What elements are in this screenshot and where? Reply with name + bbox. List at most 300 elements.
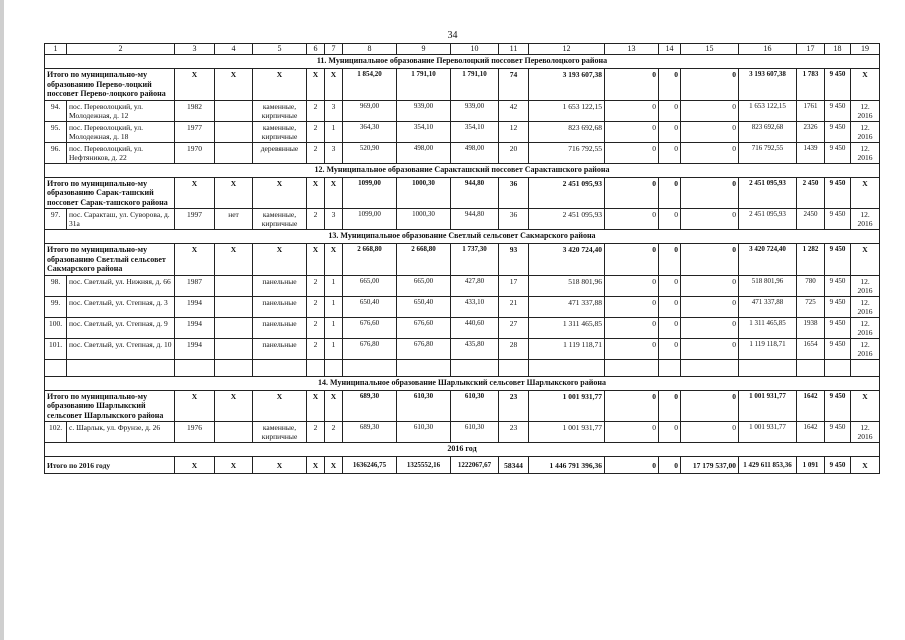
blank-cell — [825, 359, 851, 376]
building-cell: 0 — [681, 338, 739, 359]
building-cell — [215, 121, 253, 142]
column-number: 4 — [215, 44, 253, 55]
building-cell: 0 — [659, 317, 681, 338]
column-number: 1 — [45, 44, 67, 55]
total-label: Итого по муниципально-му образованию Шарлыкский сельсовет Шарлыкского района — [45, 390, 175, 422]
building-cell: 9 450 — [825, 209, 851, 230]
total-cell: 93 — [499, 244, 529, 276]
building-cell: 0 — [681, 209, 739, 230]
section-title: 14. Муниципальное образование Шарлыкский сельсовет Шарлыкского района — [45, 376, 880, 390]
total-cell: X — [253, 69, 307, 101]
building-cell: 9 450 — [825, 121, 851, 142]
building-cell: 433,10 — [451, 296, 499, 317]
building-cell: 665,00 — [343, 275, 397, 296]
row-number: 102. — [45, 422, 67, 443]
total-cell: X — [307, 390, 325, 422]
blank-cell — [343, 359, 397, 376]
building-cell: 1099,00 — [343, 209, 397, 230]
blank-cell — [253, 359, 307, 376]
total-cell: 3 420 724,40 — [739, 244, 797, 276]
blank-cell — [659, 359, 681, 376]
building-cell: 1994 — [175, 338, 215, 359]
building-cell: 12. 2016 — [851, 100, 880, 121]
total-cell: 2 451 095,93 — [529, 177, 605, 209]
section-header-row — [45, 376, 880, 390]
building-cell — [215, 296, 253, 317]
building-cell: 0 — [605, 275, 659, 296]
total-cell: X — [307, 244, 325, 276]
building-row — [45, 338, 880, 359]
total-cell: X — [325, 390, 343, 422]
total-cell: X — [215, 69, 253, 101]
building-cell: 23 — [499, 422, 529, 443]
building-cell: 689,30 — [343, 422, 397, 443]
total-cell: X — [215, 244, 253, 276]
building-cell: 676,80 — [343, 338, 397, 359]
grand-total-cell: 9 450 — [825, 457, 851, 474]
building-cell: 2 451 095,93 — [739, 209, 797, 230]
building-cell: 2450 — [797, 209, 825, 230]
building-cell — [215, 275, 253, 296]
building-cell: 1997 — [175, 209, 215, 230]
building-cell: 3 — [325, 209, 343, 230]
building-cell — [215, 422, 253, 443]
building-cell: 1977 — [175, 121, 215, 142]
building-cell: 1938 — [797, 317, 825, 338]
blank-cell — [215, 359, 253, 376]
section-title: 13. Муниципальное образование Светлый сельсовет Сакмарского района — [45, 230, 880, 244]
building-row — [45, 100, 880, 121]
column-number-row — [45, 44, 880, 55]
building-cell: 0 — [605, 317, 659, 338]
building-cell: 1 — [325, 275, 343, 296]
total-cell: 0 — [605, 390, 659, 422]
grand-total-cell: 1222067,67 — [451, 457, 499, 474]
row-number: 95. — [45, 121, 67, 142]
building-cell: 665,00 — [397, 275, 451, 296]
total-cell: 9 450 — [825, 390, 851, 422]
blank-cell — [797, 359, 825, 376]
building-cell — [215, 317, 253, 338]
building-cell: 520,90 — [343, 142, 397, 163]
total-cell: 0 — [605, 69, 659, 101]
building-cell: 0 — [659, 121, 681, 142]
building-cell: 440,60 — [451, 317, 499, 338]
building-cell: 9 450 — [825, 142, 851, 163]
building-cell: 1642 — [797, 422, 825, 443]
total-label: Итого по муниципально-му образованию Светлый сельсовет Сакмарского района — [45, 244, 175, 276]
grand-total-row — [45, 457, 880, 474]
building-cell: 9 450 — [825, 317, 851, 338]
building-cell: 2 — [307, 296, 325, 317]
building-cell: 0 — [659, 275, 681, 296]
building-address: пос. Светлый, ул. Степная, д. 9 — [67, 317, 175, 338]
building-cell: 944,80 — [451, 209, 499, 230]
row-number: 100. — [45, 317, 67, 338]
grand-total-cell: X — [851, 457, 880, 474]
grand-total-cell: X — [175, 457, 215, 474]
column-number: 9 — [397, 44, 451, 55]
column-number: 16 — [739, 44, 797, 55]
grand-total-cell: 1 429 611 853,36 — [739, 457, 797, 474]
building-cell: 17 — [499, 275, 529, 296]
building-cell: 2 — [307, 317, 325, 338]
building-cell: каменные, кирпичные — [253, 209, 307, 230]
scan-edge — [0, 0, 4, 640]
building-cell: 0 — [605, 338, 659, 359]
blank-cell — [397, 359, 451, 376]
building-cell: 21 — [499, 296, 529, 317]
building-address: пос. Светлый, ул. Степная, д. 3 — [67, 296, 175, 317]
building-cell — [215, 142, 253, 163]
total-cell: 2 450 — [797, 177, 825, 209]
blank-cell — [451, 359, 499, 376]
column-number: 14 — [659, 44, 681, 55]
building-cell: 12. 2016 — [851, 296, 880, 317]
building-cell: 650,40 — [343, 296, 397, 317]
building-cell: 1994 — [175, 296, 215, 317]
total-cell: 0 — [605, 244, 659, 276]
column-number: 15 — [681, 44, 739, 55]
building-cell: 676,60 — [343, 317, 397, 338]
municipality-total-row — [45, 244, 880, 276]
building-cell: 2 — [307, 338, 325, 359]
building-cell: 12. 2016 — [851, 209, 880, 230]
building-cell: панельные — [253, 338, 307, 359]
building-cell: 1761 — [797, 100, 825, 121]
total-cell: X — [175, 177, 215, 209]
column-number: 12 — [529, 44, 605, 55]
grand-total-cell: 58344 — [499, 457, 529, 474]
building-cell: 12. 2016 — [851, 142, 880, 163]
row-number: 98. — [45, 275, 67, 296]
total-cell: 0 — [659, 177, 681, 209]
column-number: 13 — [605, 44, 659, 55]
total-cell: 9 450 — [825, 177, 851, 209]
building-cell: 1982 — [175, 100, 215, 121]
grand-total-cell: X — [307, 457, 325, 474]
total-cell: 0 — [681, 177, 739, 209]
building-cell: 0 — [605, 121, 659, 142]
building-cell: 9 450 — [825, 100, 851, 121]
column-number: 5 — [253, 44, 307, 55]
total-cell: 3 420 724,40 — [529, 244, 605, 276]
total-cell: 0 — [605, 177, 659, 209]
building-cell: каменные, кирпичные — [253, 100, 307, 121]
building-row — [45, 296, 880, 317]
building-cell: 435,80 — [451, 338, 499, 359]
total-cell: 0 — [681, 69, 739, 101]
building-row — [45, 317, 880, 338]
building-cell: 1 653 122,15 — [739, 100, 797, 121]
building-cell: 1970 — [175, 142, 215, 163]
total-cell: 0 — [659, 69, 681, 101]
building-cell: 0 — [681, 142, 739, 163]
building-row — [45, 209, 880, 230]
building-cell: 0 — [681, 121, 739, 142]
total-cell: 9 450 — [825, 244, 851, 276]
building-cell: 610,30 — [451, 422, 499, 443]
total-cell: 1 791,10 — [397, 69, 451, 101]
total-cell: X — [851, 177, 880, 209]
grand-total-label: Итого по 2016 году — [45, 457, 175, 474]
building-cell — [215, 338, 253, 359]
building-cell: 1 — [325, 338, 343, 359]
building-address: пос. Светлый, ул. Нижняя, д. 66 — [67, 275, 175, 296]
building-cell: 1 — [325, 296, 343, 317]
building-cell: 0 — [659, 142, 681, 163]
grand-total-cell: 1 446 791 396,36 — [529, 457, 605, 474]
total-label: Итого по муниципально-му образованию Сарак-ташский поссовет Сарак-ташского района — [45, 177, 175, 209]
grand-total-cell: 17 179 537,00 — [681, 457, 739, 474]
total-cell: X — [325, 69, 343, 101]
year-header-row — [45, 443, 880, 457]
total-cell: X — [253, 177, 307, 209]
total-cell: 3 193 607,38 — [739, 69, 797, 101]
building-address: пос. Переволоцкий, ул. Нефтяников, д. 22 — [67, 142, 175, 163]
building-cell: 1 119 118,71 — [739, 338, 797, 359]
building-cell: 0 — [659, 338, 681, 359]
total-cell: 1642 — [797, 390, 825, 422]
total-cell: 1 001 931,77 — [739, 390, 797, 422]
building-cell: 1 001 931,77 — [529, 422, 605, 443]
building-cell: 12. 2016 — [851, 422, 880, 443]
building-cell: 716 792,55 — [739, 142, 797, 163]
building-cell: 3 — [325, 100, 343, 121]
building-cell: 650,40 — [397, 296, 451, 317]
total-cell: 2 451 095,93 — [739, 177, 797, 209]
blank-cell — [175, 359, 215, 376]
grand-total-cell: X — [215, 457, 253, 474]
building-cell: 0 — [659, 422, 681, 443]
section-header-row — [45, 163, 880, 177]
building-cell: 498,00 — [451, 142, 499, 163]
building-cell: 427,80 — [451, 275, 499, 296]
building-cell: 12. 2016 — [851, 121, 880, 142]
building-cell: 725 — [797, 296, 825, 317]
total-cell: 610,30 — [451, 390, 499, 422]
total-cell: 610,30 — [397, 390, 451, 422]
total-cell: X — [175, 244, 215, 276]
blank-cell — [67, 359, 175, 376]
blank-cell — [529, 359, 605, 376]
building-cell: 2326 — [797, 121, 825, 142]
row-number: 94. — [45, 100, 67, 121]
building-cell: панельные — [253, 275, 307, 296]
building-cell: 9 450 — [825, 422, 851, 443]
total-cell: 1099,00 — [343, 177, 397, 209]
column-number: 18 — [825, 44, 851, 55]
total-cell: 23 — [499, 390, 529, 422]
grand-total-cell: 1 091 — [797, 457, 825, 474]
total-cell: 9 450 — [825, 69, 851, 101]
building-cell: 12. 2016 — [851, 275, 880, 296]
grand-total-cell: 0 — [605, 457, 659, 474]
column-number: 3 — [175, 44, 215, 55]
total-cell: 1 791,10 — [451, 69, 499, 101]
building-cell: 0 — [659, 100, 681, 121]
building-cell: 0 — [659, 296, 681, 317]
building-address: пос. Переволоцкий, ул. Молодежная, д. 18 — [67, 121, 175, 142]
grand-total-cell: 1636246,75 — [343, 457, 397, 474]
building-cell: 0 — [605, 142, 659, 163]
building-cell: 3 — [325, 142, 343, 163]
building-cell: 676,80 — [397, 338, 451, 359]
building-row — [45, 422, 880, 443]
building-cell: 0 — [681, 100, 739, 121]
building-cell: 969,00 — [343, 100, 397, 121]
total-cell: 689,30 — [343, 390, 397, 422]
building-address: пос. Светлый, ул. Степная, д. 10 — [67, 338, 175, 359]
blank-cell — [851, 359, 880, 376]
total-cell: 1000,30 — [397, 177, 451, 209]
building-cell: 0 — [659, 209, 681, 230]
total-cell: 1 001 931,77 — [529, 390, 605, 422]
building-cell: 0 — [605, 209, 659, 230]
building-cell: 12. 2016 — [851, 338, 880, 359]
building-cell: 27 — [499, 317, 529, 338]
column-number: 11 — [499, 44, 529, 55]
section-title: 11. Муниципальное образование Переволоцкий поссовет Переволоцкого района — [45, 55, 880, 69]
building-cell: 2 — [307, 275, 325, 296]
building-cell: каменные, кирпичные — [253, 121, 307, 142]
total-cell: 1 854,20 — [343, 69, 397, 101]
column-number: 7 — [325, 44, 343, 55]
total-cell: 1 282 — [797, 244, 825, 276]
total-cell: X — [325, 244, 343, 276]
building-cell: 1 — [325, 121, 343, 142]
total-cell: 0 — [681, 244, 739, 276]
building-cell: панельные — [253, 296, 307, 317]
row-number: 99. — [45, 296, 67, 317]
building-cell: 12 — [499, 121, 529, 142]
building-cell: 471 337,88 — [739, 296, 797, 317]
municipality-total-row — [45, 390, 880, 422]
total-cell: 36 — [499, 177, 529, 209]
total-cell: X — [851, 244, 880, 276]
building-cell: 498,00 — [397, 142, 451, 163]
row-number: 97. — [45, 209, 67, 230]
total-cell: X — [215, 177, 253, 209]
building-cell — [215, 100, 253, 121]
column-number: 19 — [851, 44, 880, 55]
blank-cell — [45, 359, 67, 376]
building-cell: 823 692,68 — [739, 121, 797, 142]
total-cell: X — [253, 244, 307, 276]
total-label: Итого по муниципально-му образованию Перево-лоцкий поссовет Перево-лоцкого района — [45, 69, 175, 101]
building-cell: деревянные — [253, 142, 307, 163]
grand-total-cell: 1325552,16 — [397, 457, 451, 474]
building-cell: 28 — [499, 338, 529, 359]
page-number: 34 — [447, 30, 458, 41]
building-cell: 518 801,96 — [529, 275, 605, 296]
building-cell: 0 — [681, 296, 739, 317]
total-cell: 2 668,80 — [343, 244, 397, 276]
building-cell: 1 311 465,85 — [529, 317, 605, 338]
total-cell: 1 737,30 — [451, 244, 499, 276]
total-cell: X — [175, 390, 215, 422]
building-cell: 1000,30 — [397, 209, 451, 230]
building-cell: 939,00 — [397, 100, 451, 121]
building-cell: 364,30 — [343, 121, 397, 142]
total-cell: X — [215, 390, 253, 422]
total-cell: 0 — [681, 390, 739, 422]
building-cell: 1 001 931,77 — [739, 422, 797, 443]
column-number: 2 — [67, 44, 175, 55]
building-row — [45, 142, 880, 163]
municipality-total-row — [45, 69, 880, 101]
blank-row — [45, 359, 880, 376]
building-cell: 12. 2016 — [851, 317, 880, 338]
building-cell: 9 450 — [825, 296, 851, 317]
building-cell: каменные, кирпичные — [253, 422, 307, 443]
total-cell: X — [851, 390, 880, 422]
building-cell: 1 653 122,15 — [529, 100, 605, 121]
building-row — [45, 275, 880, 296]
building-cell: 780 — [797, 275, 825, 296]
building-cell: панельные — [253, 317, 307, 338]
building-cell: 42 — [499, 100, 529, 121]
building-address: пос. Саракташ, ул. Суворова, д. 31а — [67, 209, 175, 230]
building-cell: 0 — [605, 296, 659, 317]
building-cell: 20 — [499, 142, 529, 163]
blank-cell — [681, 359, 739, 376]
building-cell: 0 — [681, 275, 739, 296]
total-cell: X — [307, 69, 325, 101]
blank-cell — [325, 359, 343, 376]
building-cell: 1654 — [797, 338, 825, 359]
section-header-row — [45, 55, 880, 69]
housing-register-table — [44, 43, 880, 474]
building-cell: нет — [215, 209, 253, 230]
building-cell: 0 — [605, 100, 659, 121]
municipality-total-row — [45, 177, 880, 209]
total-cell: 1 783 — [797, 69, 825, 101]
building-cell: 36 — [499, 209, 529, 230]
building-cell: 2 — [307, 100, 325, 121]
section-title: 12. Муниципальное образование Саракташский поссовет Саракташского района — [45, 163, 880, 177]
building-cell: 0 — [605, 422, 659, 443]
building-cell: 1976 — [175, 422, 215, 443]
building-cell: 1439 — [797, 142, 825, 163]
building-cell: 9 450 — [825, 275, 851, 296]
building-cell: 354,10 — [397, 121, 451, 142]
section-header-row — [45, 230, 880, 244]
building-cell: 676,60 — [397, 317, 451, 338]
building-cell: 823 692,68 — [529, 121, 605, 142]
column-number: 6 — [307, 44, 325, 55]
building-cell: 2 — [307, 121, 325, 142]
grand-total-cell: X — [325, 457, 343, 474]
building-cell: 1 119 118,71 — [529, 338, 605, 359]
building-cell: 1 — [325, 317, 343, 338]
building-row — [45, 121, 880, 142]
total-cell: 74 — [499, 69, 529, 101]
building-cell: 0 — [681, 422, 739, 443]
total-cell: 944,80 — [451, 177, 499, 209]
total-cell: 0 — [659, 244, 681, 276]
blank-cell — [499, 359, 529, 376]
building-cell: 2 — [325, 422, 343, 443]
year-title: 2016 год — [45, 443, 880, 457]
column-number: 10 — [451, 44, 499, 55]
building-address: с. Шарлык, ул. Фрунзе, д. 26 — [67, 422, 175, 443]
total-cell: 3 193 607,38 — [529, 69, 605, 101]
building-cell: 2 — [307, 422, 325, 443]
building-cell: 716 792,55 — [529, 142, 605, 163]
total-cell: X — [851, 69, 880, 101]
building-cell: 2 — [307, 142, 325, 163]
